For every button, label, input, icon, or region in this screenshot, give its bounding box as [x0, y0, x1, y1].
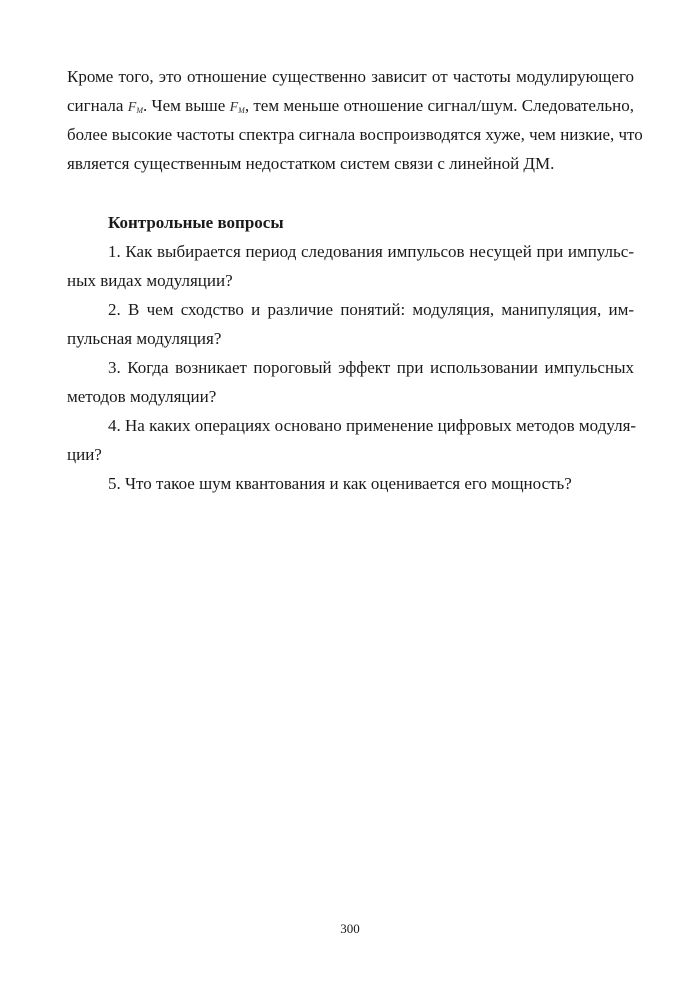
paragraph-fragment: , тем меньше отношение сигнал/шум. Следовательно, [244, 96, 635, 115]
paragraph-fragment: сигнала [67, 96, 124, 115]
formula-subscript: M [136, 106, 143, 115]
question-item-continuation: ных видах модуляции? [67, 271, 233, 290]
question-item: 1. Как выбирается период следования импульсов несущей при импульс- [108, 242, 634, 261]
questions-list [67, 237, 637, 498]
formula-subscript: M [238, 106, 245, 115]
question-item: 2. В чем сходство и различие понятий: модуляция, манипуляция, им- [108, 300, 634, 319]
question-item: 5. Что такое шум квантования и как оценивается его мощность? [108, 474, 572, 493]
question-item-continuation: методов модуляции? [67, 387, 217, 406]
paragraph-line: более высокие частоты спектра сигнала воспроизводятся хуже, чем низкие, что [67, 125, 643, 144]
question-item: 3. Когда возникает пороговый эффект при использовании импульсных [108, 358, 634, 377]
formula-symbol: F [229, 100, 239, 115]
question-item-continuation: ции? [67, 445, 102, 464]
formula-fm [128, 100, 143, 115]
section-heading: Контрольные вопросы [108, 213, 284, 232]
paragraph-line: Кроме того, это отношение существенно зависит от частоты модулирующего [67, 67, 634, 86]
body-paragraph [67, 62, 643, 178]
question-item: 4. На каких операциях основано применение цифровых методов модуля- [108, 416, 637, 435]
formula-symbol: F [127, 100, 137, 115]
question-item-continuation: пульсная модуляция? [67, 329, 222, 348]
formula-fm [230, 100, 245, 115]
paragraph-line: является существенным недостатком систем связи с линейной ДМ. [67, 154, 555, 173]
paragraph-fragment: . Чем выше [142, 96, 226, 115]
paragraph-line [67, 91, 634, 120]
page-number: 300 [340, 921, 360, 936]
